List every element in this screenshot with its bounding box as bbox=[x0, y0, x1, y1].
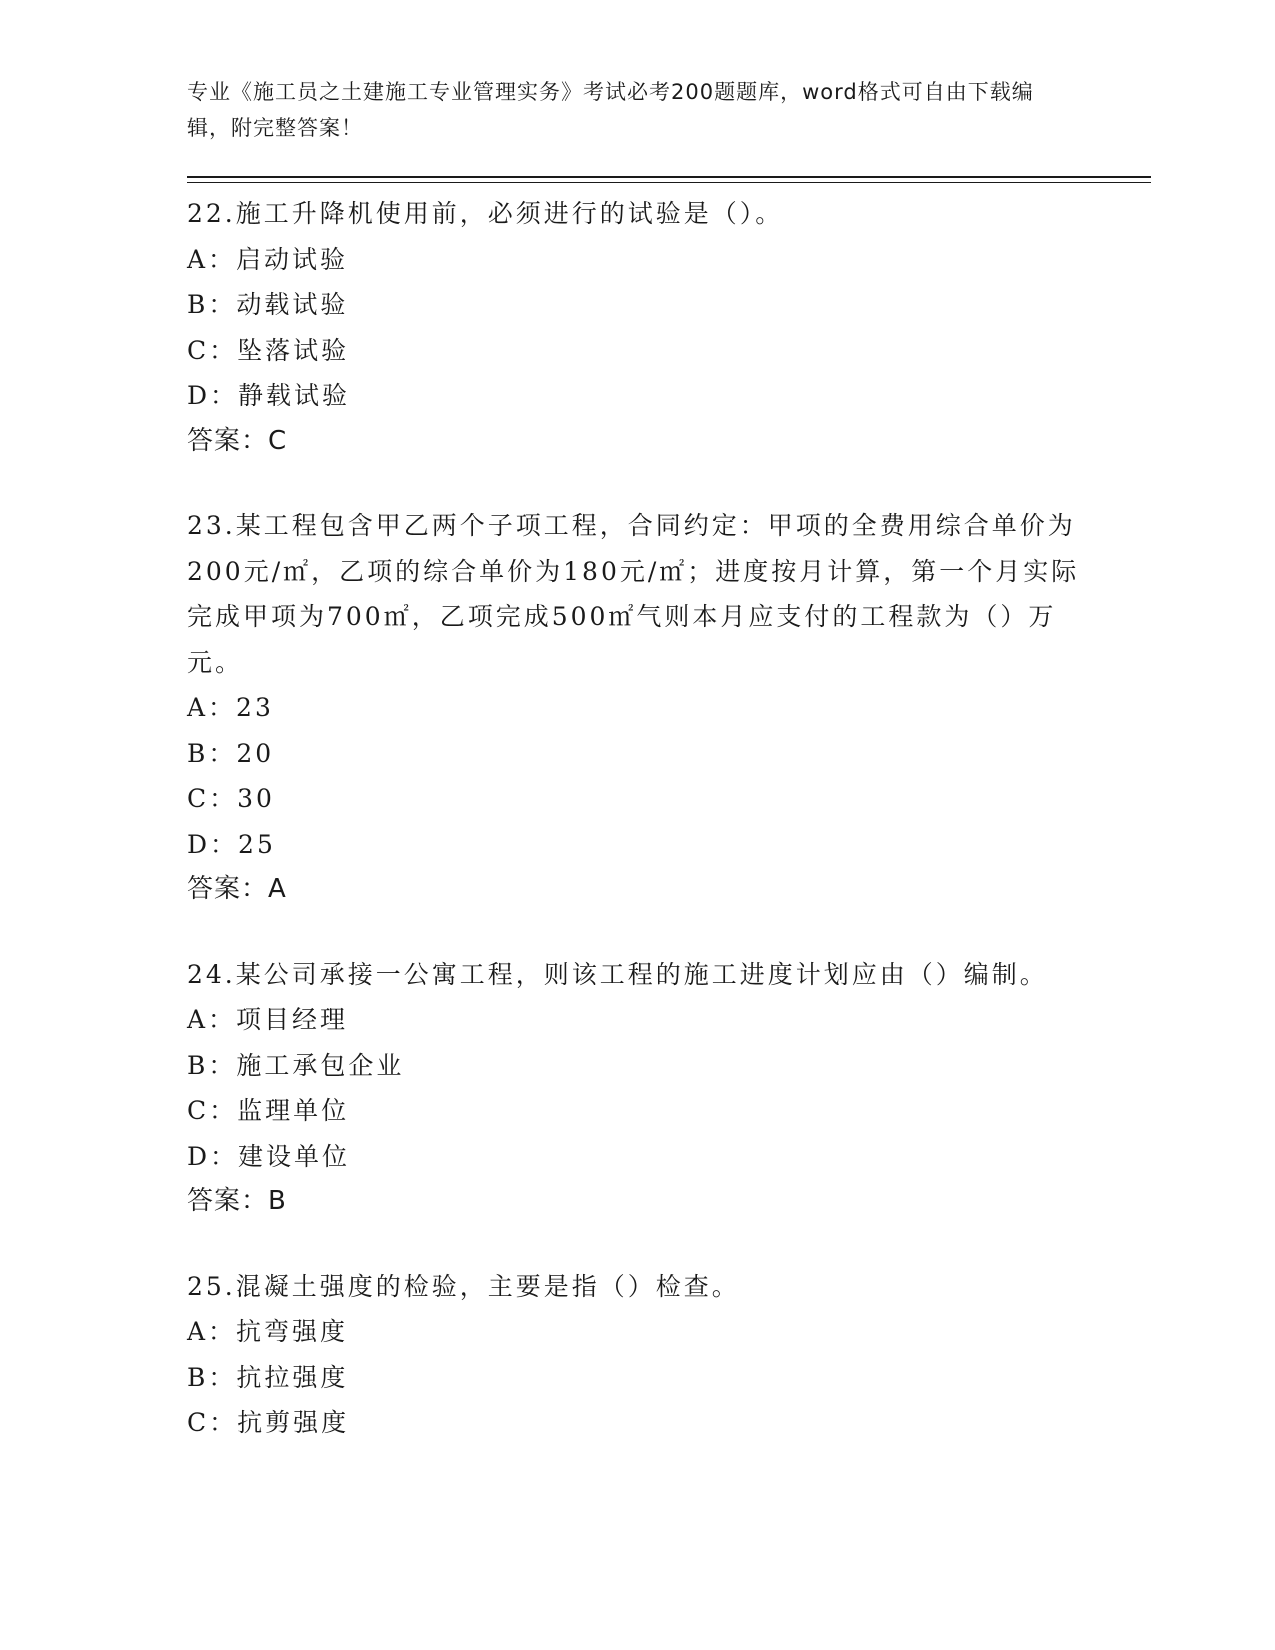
option-c: C：监理单位 bbox=[187, 1096, 350, 1125]
option-c: C：坠落试验 bbox=[187, 335, 350, 365]
option-b: B：20 bbox=[187, 738, 275, 768]
question-stem: 22.施工升降机使用前，必须进行的试验是（）。 bbox=[187, 199, 784, 228]
option-b: B：施工承包企业 bbox=[187, 1050, 405, 1080]
document-header bbox=[187, 74, 1067, 146]
question-stem: 23.某工程包含甲乙两个子项工程，合同约定：甲项的全费用综合单价为200元/㎡，乙项的综合单价为180元/㎡；进度按月计算，第一个月实际完成甲项为700㎡，乙项完成500㎡气则本月应支付的工程款为（）万元。 bbox=[187, 511, 1080, 677]
question-24 bbox=[187, 952, 1087, 1225]
option-c: C：抗剪强度 bbox=[187, 1408, 350, 1437]
option-a: A：抗弯强度 bbox=[187, 1317, 349, 1346]
question-stem: 25.混凝土强度的检验，主要是指（）检查。 bbox=[187, 1271, 740, 1301]
option-c: C：30 bbox=[187, 784, 275, 813]
question-22 bbox=[187, 191, 1087, 464]
document-title: 专业《施工员之土建施工专业管理实务》考试必考200题题库，word格式可自由下载编辑，附完整答案！ bbox=[187, 80, 1034, 140]
option-a: A：23 bbox=[187, 693, 274, 722]
option-a: A：项目经理 bbox=[187, 1005, 349, 1034]
question-list bbox=[187, 191, 1087, 1485]
question-stem: 24.某公司承接一公寓工程，则该工程的施工进度计划应由（）编制。 bbox=[187, 959, 1048, 989]
question-25 bbox=[187, 1264, 1087, 1446]
option-a: A：启动试验 bbox=[187, 244, 349, 274]
option-b: B：抗拉强度 bbox=[187, 1362, 349, 1392]
question-23 bbox=[187, 503, 1087, 913]
answer-line: 答案：C bbox=[187, 425, 288, 456]
header-divider-thin bbox=[187, 182, 1151, 183]
answer-line: 答案：B bbox=[187, 1186, 287, 1216]
option-d: D：建设单位 bbox=[187, 1141, 351, 1171]
option-b: B：动载试验 bbox=[187, 290, 349, 319]
option-d: D：静载试验 bbox=[187, 381, 351, 410]
answer-line: 答案：A bbox=[187, 874, 287, 904]
option-d: D：25 bbox=[187, 829, 276, 859]
header-divider-thick bbox=[187, 176, 1151, 178]
